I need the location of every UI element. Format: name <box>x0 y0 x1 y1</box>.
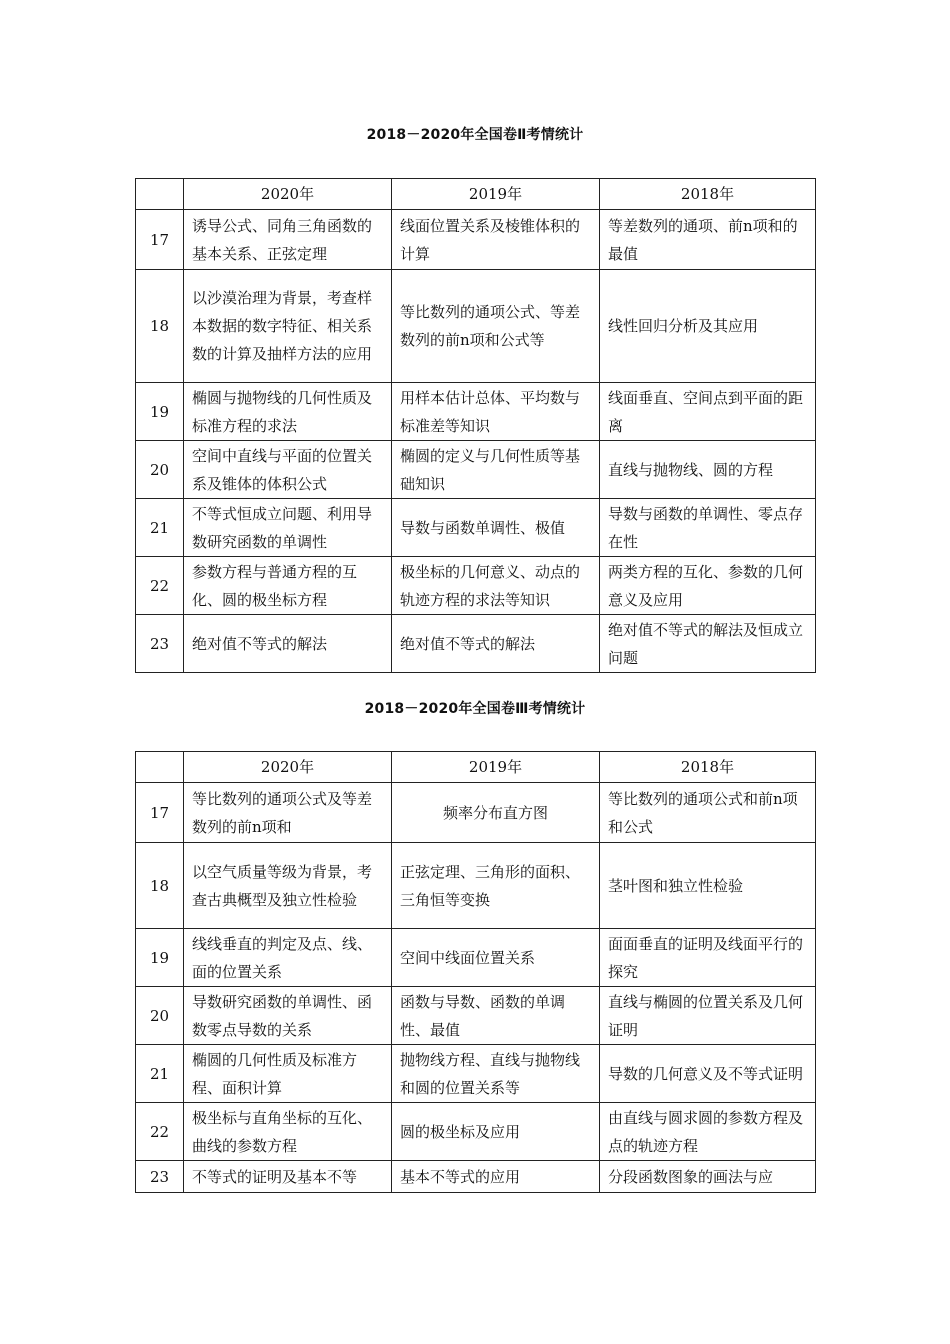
cell-2018: 直线与抛物线、圆的方程 <box>600 441 816 499</box>
cell-2019: 圆的极坐标及应用 <box>392 1103 600 1161</box>
cell-2020: 导数研究函数的单调性、函数零点导数的关系 <box>184 987 392 1045</box>
table-row <box>136 615 816 673</box>
question-number: 20 <box>136 987 184 1045</box>
cell-2019: 频率分布直方图 <box>392 783 600 843</box>
cell-2018: 线面垂直、空间点到平面的距离 <box>600 383 816 441</box>
cell-2018: 绝对值不等式的解法及恒成立问题 <box>600 615 816 673</box>
cell-2020: 不等式的证明及基本不等 <box>184 1161 392 1193</box>
cell-2020: 不等式恒成立问题、利用导数研究函数的单调性 <box>184 499 392 557</box>
question-number: 18 <box>136 843 184 929</box>
question-number: 19 <box>136 929 184 987</box>
cell-2018: 等比数列的通项公式和前n项和公式 <box>600 783 816 843</box>
question-number: 17 <box>136 783 184 843</box>
cell-2018: 线性回归分析及其应用 <box>600 270 816 383</box>
cell-2020: 以沙漠治理为背景，考查样本数据的数字特征、相关系数的计算及抽样方法的应用 <box>184 270 392 383</box>
cell-2018: 面面垂直的证明及线面平行的探究 <box>600 929 816 987</box>
question-number: 22 <box>136 557 184 615</box>
cell-2020: 以空气质量等级为背景，考查古典概型及独立性检验 <box>184 843 392 929</box>
cell-2020: 椭圆与抛物线的几何性质及标准方程的求法 <box>184 383 392 441</box>
cell-2020: 等比数列的通项公式及等差数列的前n项和 <box>184 783 392 843</box>
cell-2018: 两类方程的互化、参数的几何意义及应用 <box>600 557 816 615</box>
header-2019: 2019年 <box>392 752 600 783</box>
table-row <box>136 383 816 441</box>
table-row <box>136 441 816 499</box>
header-2018: 2018年 <box>600 752 816 783</box>
cell-2019: 空间中线面位置关系 <box>392 929 600 987</box>
table-row <box>136 499 816 557</box>
cell-2019: 正弦定理、三角形的面积、三角恒等变换 <box>392 843 600 929</box>
cell-2018: 导数的几何意义及不等式证明 <box>600 1045 816 1103</box>
table-row <box>136 1161 816 1193</box>
cell-2018: 等差数列的通项、前n项和的最值 <box>600 210 816 270</box>
table-row <box>136 929 816 987</box>
question-number: 20 <box>136 441 184 499</box>
question-number: 21 <box>136 499 184 557</box>
table-row <box>136 1045 816 1103</box>
cell-2018: 导数与函数的单调性、零点存在性 <box>600 499 816 557</box>
cell-2018: 茎叶图和独立性检验 <box>600 843 816 929</box>
cell-2019: 等比数列的通项公式、等差数列的前n项和公式等 <box>392 270 600 383</box>
cell-2020: 椭圆的几何性质及标准方程、面积计算 <box>184 1045 392 1103</box>
question-number: 19 <box>136 383 184 441</box>
table-row <box>136 557 816 615</box>
cell-2019: 基本不等式的应用 <box>392 1161 600 1193</box>
cell-2019: 绝对值不等式的解法 <box>392 615 600 673</box>
header-blank <box>136 752 184 783</box>
header-2020: 2020年 <box>184 752 392 783</box>
cell-2018: 直线与椭圆的位置关系及几何证明 <box>600 987 816 1045</box>
question-number: 21 <box>136 1045 184 1103</box>
table-row <box>136 843 816 929</box>
table-row <box>136 210 816 270</box>
table2 <box>135 178 816 673</box>
cell-2020: 线线垂直的判定及点、线、面的位置关系 <box>184 929 392 987</box>
question-number: 18 <box>136 270 184 383</box>
table3-header-row <box>136 752 816 783</box>
cell-2018: 分段函数图象的画法与应 <box>600 1161 816 1193</box>
cell-2019: 函数与导数、函数的单调性、最值 <box>392 987 600 1045</box>
cell-2019: 用样本估计总体、平均数与标准差等知识 <box>392 383 600 441</box>
table2-title: 2018－2020年全国卷Ⅱ考情统计 <box>366 127 584 143</box>
cell-2020: 诱导公式、同角三角函数的基本关系、正弦定理 <box>184 210 392 270</box>
cell-2019: 抛物线方程、直线与抛物线和圆的位置关系等 <box>392 1045 600 1103</box>
header-2019: 2019年 <box>392 179 600 210</box>
question-number: 23 <box>136 615 184 673</box>
question-number: 22 <box>136 1103 184 1161</box>
cell-2019: 椭圆的定义与几何性质等基础知识 <box>392 441 600 499</box>
question-number: 23 <box>136 1161 184 1193</box>
header-blank <box>136 179 184 210</box>
cell-2019: 线面位置关系及棱锥体积的计算 <box>392 210 600 270</box>
table3-title: 2018－2020年全国卷Ⅲ考情统计 <box>364 701 586 717</box>
cell-2020: 绝对值不等式的解法 <box>184 615 392 673</box>
cell-2020: 空间中直线与平面的位置关系及锥体的体积公式 <box>184 441 392 499</box>
table-row <box>136 270 816 383</box>
table-row <box>136 987 816 1045</box>
question-number: 17 <box>136 210 184 270</box>
cell-2018: 由直线与圆求圆的参数方程及点的轨迹方程 <box>600 1103 816 1161</box>
header-2020: 2020年 <box>184 179 392 210</box>
table-row <box>136 783 816 843</box>
cell-2020: 极坐标与直角坐标的互化、曲线的参数方程 <box>184 1103 392 1161</box>
cell-2019: 极坐标的几何意义、动点的轨迹方程的求法等知识 <box>392 557 600 615</box>
table3 <box>135 751 816 1193</box>
cell-2020: 参数方程与普通方程的互化、圆的极坐标方程 <box>184 557 392 615</box>
table-row <box>136 1103 816 1161</box>
table2-header-row <box>136 179 816 210</box>
cell-2019: 导数与函数单调性、极值 <box>392 499 600 557</box>
header-2018: 2018年 <box>600 179 816 210</box>
